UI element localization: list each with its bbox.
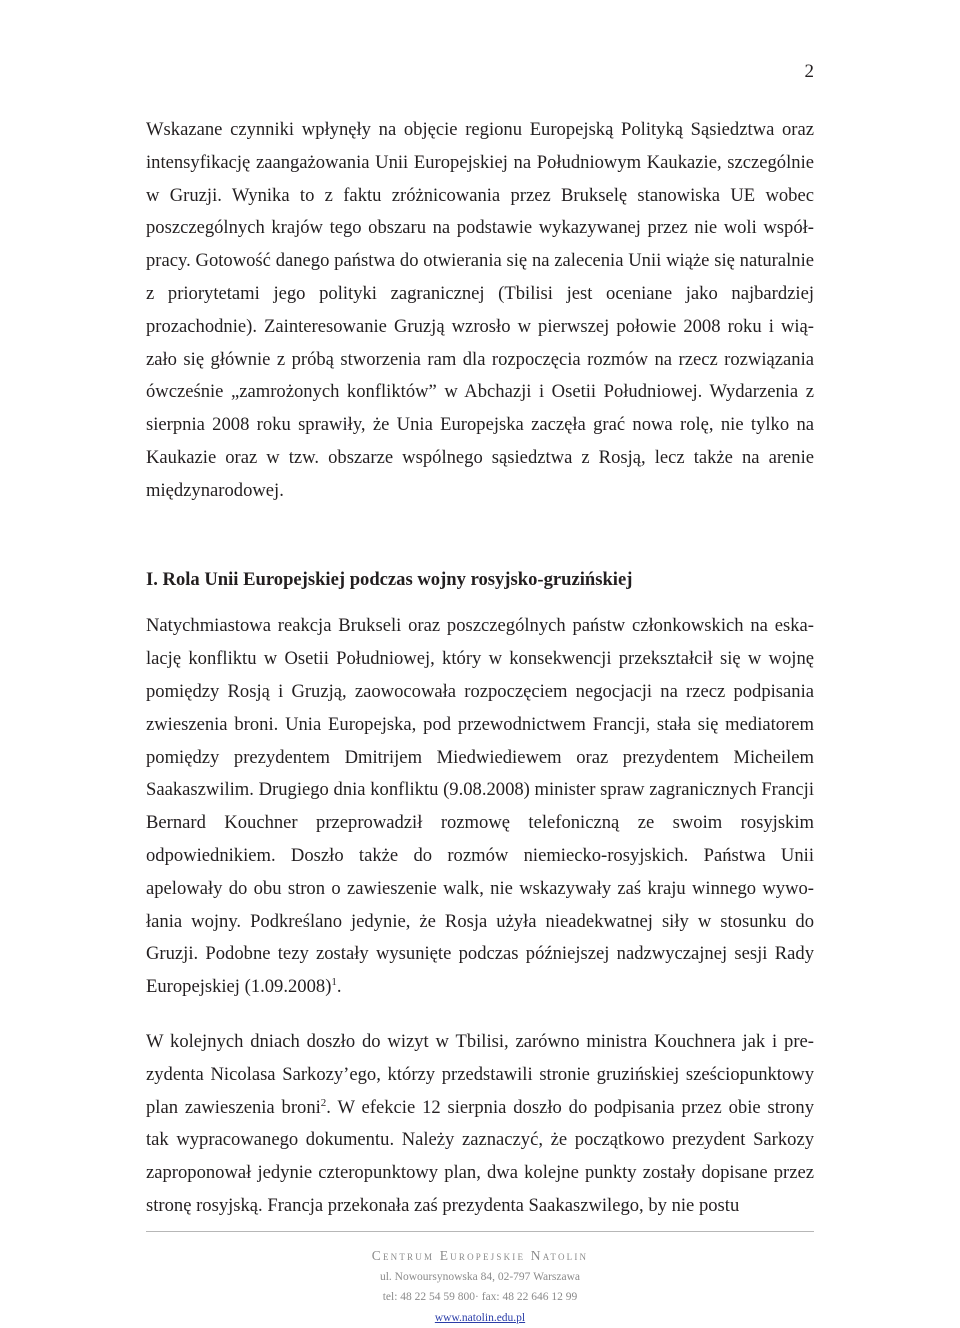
footnote-ref-1[interactable]: 1 [331, 975, 337, 988]
section-paragraph-1-end: . [336, 976, 342, 998]
page-number: 2 [804, 61, 814, 82]
intro-paragraph: Wskazane czynniki wpłynęły na objęcie regionu Europejską Polityką Sąsiedztwa oraz intensyfikację zaangażowania Unii Europejskiej na Południowym Kaukazie, szczególnie w Gruzji. Wynika to z faktu zróżnicowania przez Brukselę stanowiska UE wobec poszczególnych krajów tego obszaru na podstawie wykazywanej przez nie woli współpracy. Gotowość danego państwa do otwierania się na zalecenia Unii wiąże się naturalnie z priorytetami jego polityki zagranicznej (Tbilisi jest oceniane jako najbardziej prozachodnie). Zainteresowanie Gruzją wzrosło w pierwszej połowie 2008 roku i wiązało się głównie z próbą stworzenia ram dla rozpoczęcia rozmów na rzecz rozwiązania ówcześnie „zamrożonych konfliktów” w Abchazji i Osetii Południowej. Wydarzenia z sierpnia 2008 roku sprawiły, że Unia Europejska zaczęła grać nowa rolę, nie tylko na Kaukazie oraz w tzw. obszarze wspólnego sąsiedztwa z Rosją, lecz także na arenie międzynarodowej. [146, 119, 814, 501]
section-paragraph-2-text-b: . W efekcie 12 sierpnia doszło do podpisania przez obie strony tak wypracowanego dokumentu. Należy zaznaczyć, że początkowo prezydent Sarkozy zaproponował jedynie czteropunktowy plan, dwa kolejne punkty zostały dopisane przez stronę rosyjską. Francja przekonała zaś prezydenta Saakaszwilego, by nie postu [146, 1096, 814, 1216]
section-heading: I. Rola Unii Europejskiej podczas wojny rosyjsko-gruzińskiej [146, 568, 633, 590]
footnote-ref-2[interactable]: 2 [320, 1096, 327, 1109]
page-footer [300, 1246, 660, 1328]
footer-website-link[interactable]: www.natolin.edu.pl [434, 1311, 526, 1324]
footer-contact: tel: 48 22 54 59 800· fax: 48 22 646 12 99 [382, 1291, 578, 1303]
footer-address: ul. Nowoursynowska 84, 02-797 Warszawa [379, 1270, 581, 1283]
footer-divider [146, 1231, 814, 1232]
section-paragraph-1-text: Natychmiastowa reakcja Brukseli oraz poszczególnych państw członkowskich na eskalację konfliktu w Osetii Południowej, który w konsekwencji przekształcił się w wojnę pomiędzy Rosją i Gruzją, zaowocowała rozpoczęciem negocjacji na rzecz podpisania zwieszenia broni. Unia Europejska, pod przewodnictwem Francji, stała się mediatorem pomiędzy prezydentem Dmitrijem Miedwiediewem oraz prezydentem Micheilem Saakaszwilim. Drugiego dnia konfliktu (9.08.2008) minister spraw zagranicznych Francji Bernard Kouchner przeprowadził rozmowę telefoniczną ze swoim rosyjskim odpowiednikiem. Doszło także do rozmów niemiecko-rosyjskich. Państwa Unii apelowały do obu stron o zawieszenie walk, nie wskazywały zaś kraju winnego wywołania wojny. Podkreślano jedynie, że Rosja użyła nieadekwatnej siły w stosunku do Gruzji. Podobne tezy zostały wysunięte podczas późniejszej nadzwyczajnej sesji Rady Europejskiej (1.09.2008) [146, 615, 814, 998]
section-paragraph-1 [146, 610, 814, 1004]
footer-organization: Centrum Europejskie Natolin [371, 1248, 589, 1263]
section-paragraph-2 [146, 1026, 814, 1223]
page-content [146, 114, 814, 1223]
section-paragraph-2-text-a: W kolejnych dniach doszło do wizyt w Tbilisi, zarówno ministra Kouchnera jak i prezydenta Nicolasa Sarkozy’ego, którzy przedstawili stronie gruzińskiej sześciopunktowy plan zawieszenia broni [146, 1030, 814, 1118]
